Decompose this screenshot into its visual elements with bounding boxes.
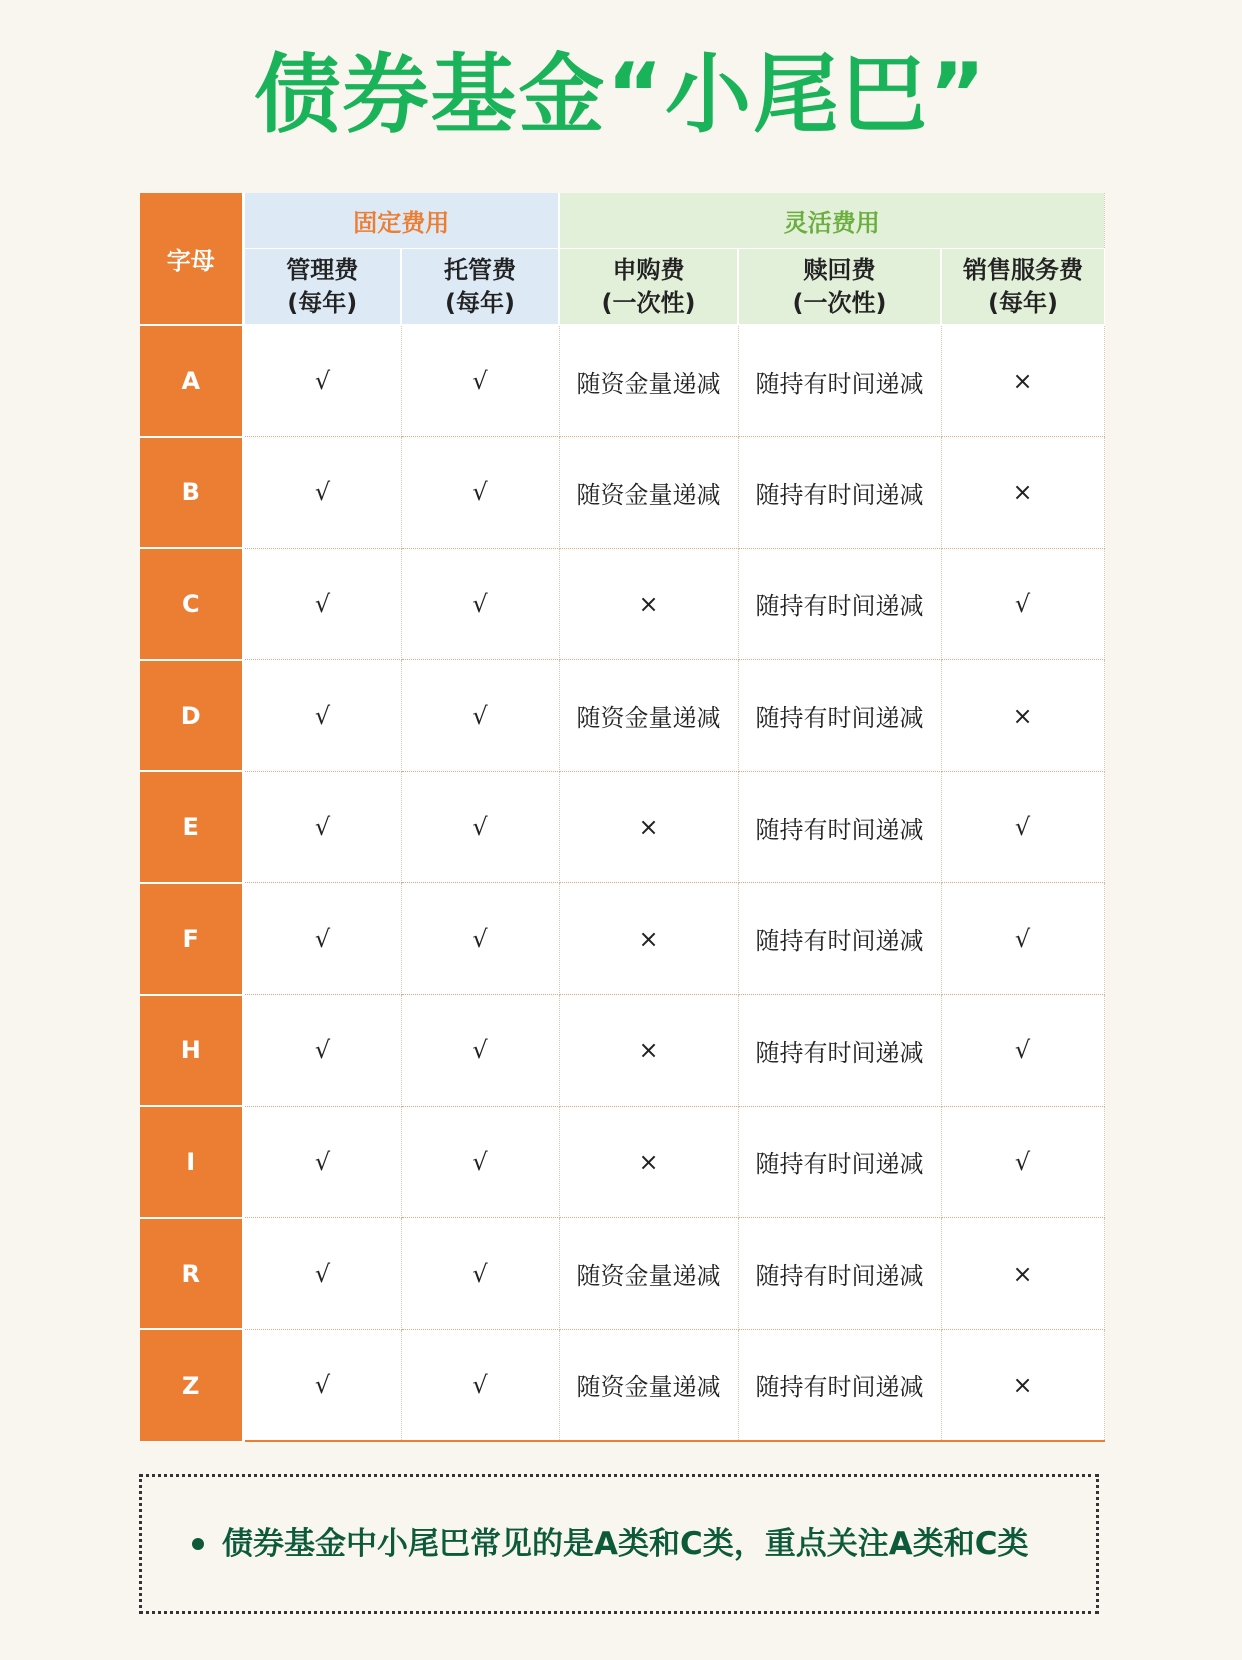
table-row — [140, 325, 1104, 437]
custody-fee-cell: √ — [401, 1106, 559, 1218]
table-row — [140, 1218, 1104, 1330]
table-row — [140, 1106, 1104, 1218]
table-row — [140, 995, 1104, 1107]
subscription-fee-cell: × — [559, 883, 738, 995]
table-row — [140, 437, 1104, 549]
subscription-fee-cell: × — [559, 1106, 738, 1218]
subscription-fee-cell: 随资金量递减 — [559, 660, 738, 772]
sales-service-fee-cell: × — [941, 325, 1104, 437]
column-header-line2: (每年) — [988, 288, 1058, 317]
sales-service-fee-cell: √ — [941, 1106, 1104, 1218]
subscription-fee-cell: 随资金量递减 — [559, 437, 738, 549]
custody-fee-cell: √ — [401, 325, 559, 437]
column-header-management-fee — [243, 249, 401, 326]
subscription-fee-cell: × — [559, 771, 738, 883]
row-letter: H — [140, 995, 243, 1107]
column-header-line1: 申购费 — [612, 255, 685, 284]
table-row — [140, 548, 1104, 660]
table-row — [140, 883, 1104, 995]
column-header-redemption-fee — [738, 249, 941, 326]
fixed-fees-group-header: 固定费用 — [243, 193, 559, 249]
management-fee-cell: √ — [243, 995, 401, 1107]
column-header-subscription-fee — [559, 249, 738, 326]
row-letter: Z — [140, 1329, 243, 1441]
subscription-fee-cell: 随资金量递减 — [559, 1329, 738, 1441]
custody-fee-cell: √ — [401, 1218, 559, 1330]
management-fee-cell: √ — [243, 771, 401, 883]
column-header-line2: (每年) — [287, 288, 358, 317]
column-header-line1: 销售服务费 — [963, 255, 1083, 284]
sales-service-fee-cell: × — [941, 437, 1104, 549]
sales-service-fee-cell: × — [941, 1218, 1104, 1330]
column-header-line2: (一次性) — [792, 288, 887, 317]
redemption-fee-cell: 随持有时间递减 — [738, 1329, 941, 1441]
row-letter: B — [140, 437, 243, 549]
custody-fee-cell: √ — [401, 995, 559, 1107]
row-letter: F — [140, 883, 243, 995]
redemption-fee-cell: 随持有时间递减 — [738, 995, 941, 1107]
row-letter: E — [140, 771, 243, 883]
row-letter: I — [140, 1106, 243, 1218]
column-header-line1: 管理费 — [286, 255, 359, 284]
management-fee-cell: √ — [243, 437, 401, 549]
note-box — [139, 1474, 1099, 1614]
sales-service-fee-cell: × — [941, 660, 1104, 772]
subscription-fee-cell: × — [559, 995, 738, 1107]
letter-column-header: 字母 — [140, 193, 243, 325]
management-fee-cell: √ — [243, 883, 401, 995]
flexible-fees-group-header: 灵活费用 — [559, 193, 1104, 249]
custody-fee-cell: √ — [401, 548, 559, 660]
row-letter: A — [140, 325, 243, 437]
redemption-fee-cell: 随持有时间递减 — [738, 325, 941, 437]
redemption-fee-cell: 随持有时间递减 — [738, 1218, 941, 1330]
redemption-fee-cell: 随持有时间递减 — [738, 883, 941, 995]
column-header-line2: (每年) — [445, 288, 515, 317]
column-header-custody-fee — [401, 249, 559, 326]
redemption-fee-cell: 随持有时间递减 — [738, 771, 941, 883]
subscription-fee-cell: 随资金量递减 — [559, 1218, 738, 1330]
row-letter: C — [140, 548, 243, 660]
row-letter: R — [140, 1218, 243, 1330]
column-header-line2: (一次性) — [601, 288, 696, 317]
management-fee-cell: √ — [243, 660, 401, 772]
bullet-icon — [192, 1538, 204, 1550]
management-fee-cell: √ — [243, 548, 401, 660]
management-fee-cell: √ — [243, 325, 401, 437]
sales-service-fee-cell: × — [941, 1329, 1104, 1441]
custody-fee-cell: √ — [401, 660, 559, 772]
page-title: 债券基金“小尾巴” — [254, 45, 988, 145]
column-header-line1: 赎回费 — [803, 255, 876, 284]
table-row — [140, 771, 1104, 883]
redemption-fee-cell: 随持有时间递减 — [738, 437, 941, 549]
redemption-fee-cell: 随持有时间递减 — [738, 660, 941, 772]
management-fee-cell: √ — [243, 1106, 401, 1218]
subscription-fee-cell: 随资金量递减 — [559, 325, 738, 437]
fee-table — [140, 193, 1105, 1442]
sales-service-fee-cell: √ — [941, 995, 1104, 1107]
table-row — [140, 1329, 1104, 1441]
sales-service-fee-cell: √ — [941, 771, 1104, 883]
table-row — [140, 660, 1104, 772]
redemption-fee-cell: 随持有时间递减 — [738, 548, 941, 660]
custody-fee-cell: √ — [401, 437, 559, 549]
redemption-fee-cell: 随持有时间递减 — [738, 1106, 941, 1218]
custody-fee-cell: √ — [401, 1329, 559, 1441]
management-fee-cell: √ — [243, 1329, 401, 1441]
subscription-fee-cell: × — [559, 548, 738, 660]
note-text: 债券基金中小尾巴常见的是A类和C类，重点关注A类和C类 — [222, 1526, 1029, 1562]
row-letter: D — [140, 660, 243, 772]
sales-service-fee-cell: √ — [941, 883, 1104, 995]
sales-service-fee-cell: √ — [941, 548, 1104, 660]
custody-fee-cell: √ — [401, 883, 559, 995]
custody-fee-cell: √ — [401, 771, 559, 883]
management-fee-cell: √ — [243, 1218, 401, 1330]
column-header-sales-service-fee — [941, 249, 1104, 326]
column-header-line1: 托管费 — [444, 255, 516, 284]
